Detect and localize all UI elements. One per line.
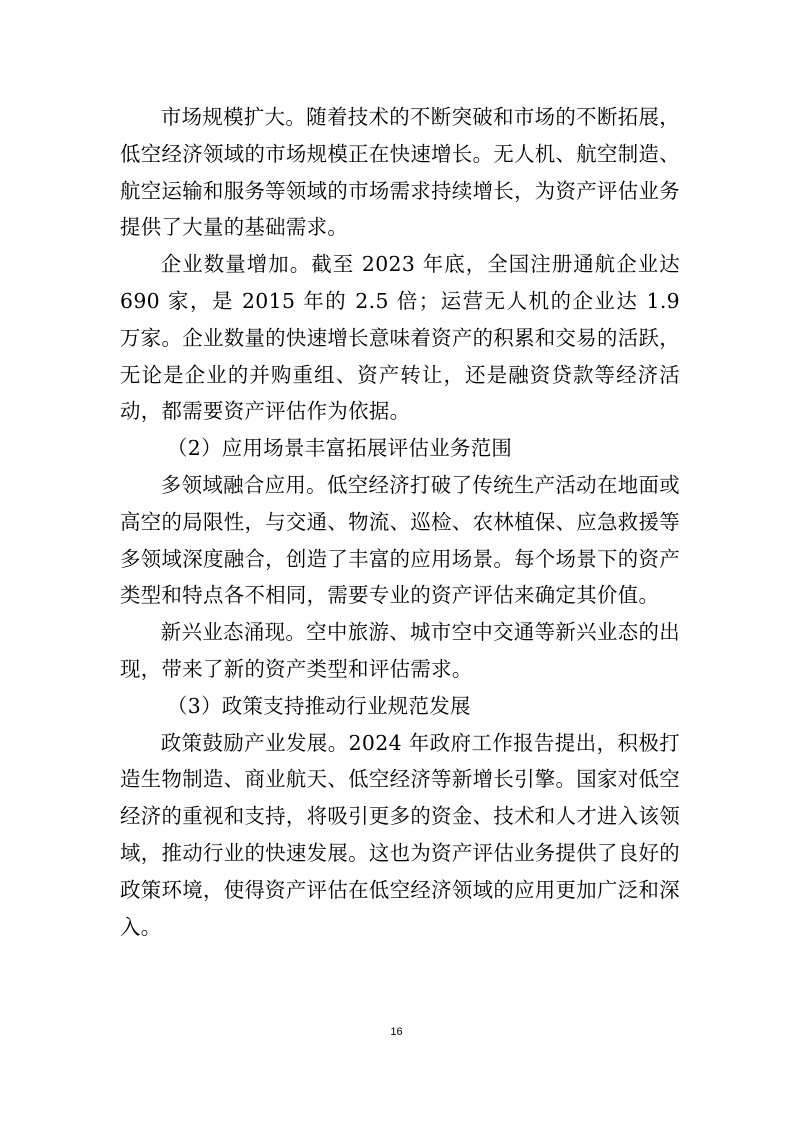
paragraph-policy-encouragement: 政策鼓励产业发展。2024 年政府工作报告提出，积极打造生物制造、商业航天、低空经济等新增长引擎。国家对低空经济的重视和支持，将吸引更多的资金、技术和人才进入该领域，推动行业的快速发展。这也为资产评估业务提供了良好的政策环境，使得资产评估在低空经济领域的应用更加广泛和深入。 <box>120 730 680 939</box>
paragraph-enterprise-count: 企业数量增加。截至 2023 年底，全国注册通航企业达 690 家，是 2015 年的 2.5 倍；运营无人机的企业达 1.9 万家。企业数量的快速增长意味着资产的积累和交易的活跃，无论是企业的并购重组、资产转让，还是融资贷款等经济活动，都需要资产评估作为依据。 <box>120 252 680 424</box>
page-body <box>120 99 680 945</box>
section-heading-application-scenarios: （2）应用场景丰富拓展评估业务范围 <box>167 436 513 461</box>
page-number: 16 <box>390 1026 403 1038</box>
paragraph-market-scale: 市场规模扩大。随着技术的不断突破和市场的不断拓展，低空经济领域的市场规模正在快速增长。无人机、航空制造、航空运输和服务等领域的市场需求持续增长，为资产评估业务提供了大量的基础需求。 <box>120 105 680 240</box>
section-heading-policy-support: （3）政策支持推动行业规范发展 <box>167 693 471 718</box>
paragraph-multi-domain: 多领域融合应用。低空经济打破了传统生产活动在地面或高空的局限性，与交通、物流、巡检、农林植保、应急救援等多领域深度融合，创造了丰富的应用场景。每个场景下的资产类型和特点各不相同，需要专业的资产评估来确定其价值。 <box>120 472 680 608</box>
paragraph-new-business: 新兴业态涌现。空中旅游、城市空中交通等新兴业态的出现，带来了新的资产类型和评估需求。 <box>120 620 680 681</box>
